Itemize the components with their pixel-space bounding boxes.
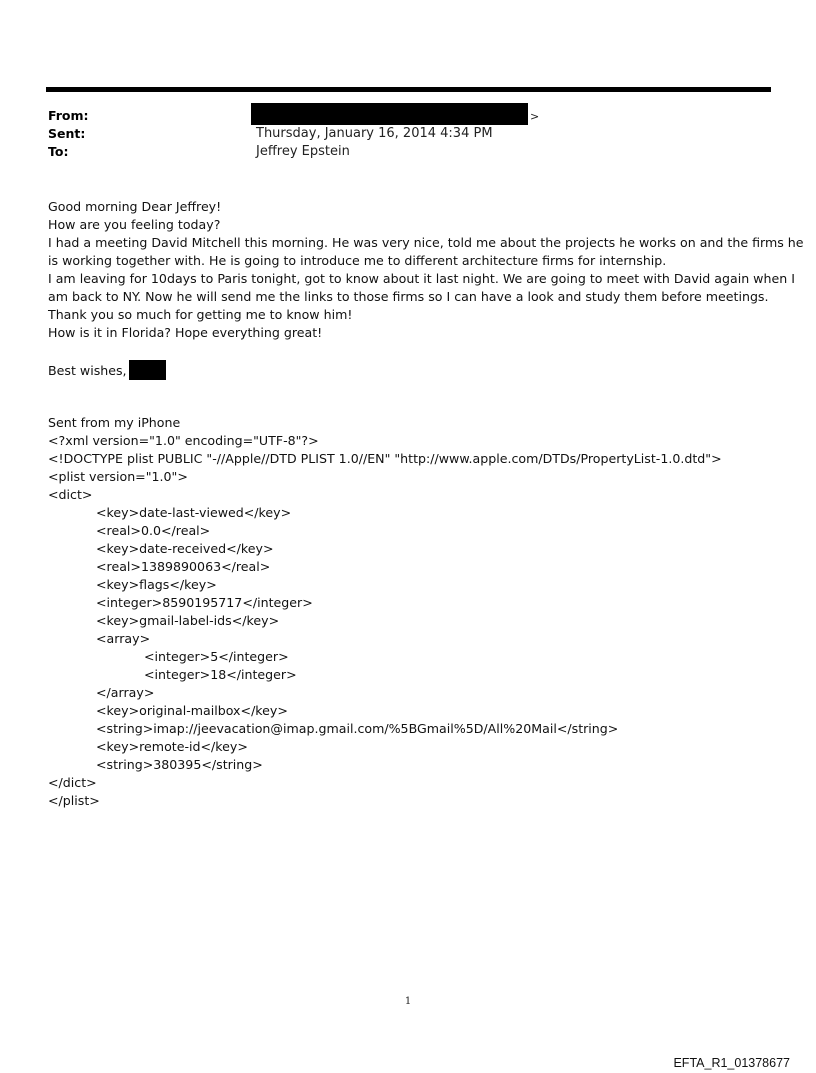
from-label: From:	[48, 108, 89, 123]
top-divider	[46, 87, 771, 92]
body-line: How is it in Florida? Hope everything great!	[48, 325, 323, 340]
redaction-box	[251, 103, 528, 125]
xml-line: <key>flags</key>	[96, 577, 217, 592]
xml-line: <plist version="1.0">	[48, 469, 188, 484]
signoff-text: Best wishes,	[48, 363, 127, 378]
document-id: EFTA_R1_01378677	[673, 1056, 790, 1070]
body-line: How are you feeling today?	[48, 217, 221, 232]
body-line: I had a meeting David Mitchell this morning. He was very nice, told me about the projects he works on and the firms he	[48, 235, 804, 250]
body-line: is working together with. He is going to introduce me to different architecture firms for internship.	[48, 253, 667, 268]
sent-value: Thursday, January 16, 2014 4:34 PM	[256, 126, 493, 141]
xml-line: <real>0.0</real>	[96, 523, 211, 538]
to-value: Jeffrey Epstein	[256, 144, 350, 159]
xml-line: <dict>	[48, 487, 93, 502]
from-row	[48, 107, 768, 125]
redaction-box	[129, 360, 166, 380]
sent-from-line: Sent from my iPhone	[48, 415, 181, 430]
xml-line: <string>380395</string>	[96, 757, 263, 772]
from-suffix: >	[530, 110, 540, 123]
to-label: To:	[48, 144, 69, 159]
xml-line: <integer>18</integer>	[144, 667, 297, 682]
xml-line: <!DOCTYPE plist PUBLIC "-//Apple//DTD PLIST 1.0//EN" "http://www.apple.com/DTDs/PropertyList-1.0.dtd">	[48, 451, 722, 466]
xml-line: <key>date-received</key>	[96, 541, 274, 556]
body-line: Thank you so much for getting me to know him!	[48, 307, 353, 322]
email-header	[48, 107, 768, 161]
body-line: Good morning Dear Jeffrey!	[48, 199, 222, 214]
email-body	[48, 198, 804, 810]
xml-line: <key>original-mailbox</key>	[96, 703, 288, 718]
page-number: 1	[404, 996, 412, 1007]
xml-line: <key>date-last-viewed</key>	[96, 505, 292, 520]
xml-line: </dict>	[48, 775, 97, 790]
xml-line: <string>imap://jeevacation@imap.gmail.com/%5BGmail%5D/All%20Mail</string>	[96, 721, 619, 736]
sent-row	[48, 125, 768, 143]
xml-line: <key>remote-id</key>	[96, 739, 248, 754]
xml-line: <real>1389890063</real>	[96, 559, 271, 574]
body-line: am back to NY. Now he will send me the links to those firms so I can have a look and study them before meetings.	[48, 289, 769, 304]
xml-line: </plist>	[48, 793, 100, 808]
xml-line: <integer>8590195717</integer>	[96, 595, 313, 610]
xml-line: <key>gmail-label-ids</key>	[96, 613, 280, 628]
xml-line: <?xml version="1.0" encoding="UTF-8"?>	[48, 433, 319, 448]
body-line: I am leaving for 10days to Paris tonight, got to know about it last night. We are going to meet with David again when I	[48, 271, 795, 286]
signoff-line	[48, 360, 773, 378]
xml-line: <array>	[96, 631, 151, 646]
xml-line: </array>	[96, 685, 155, 700]
to-row	[48, 143, 768, 161]
xml-line: <integer>5</integer>	[144, 649, 289, 664]
sent-label: Sent:	[48, 126, 86, 141]
